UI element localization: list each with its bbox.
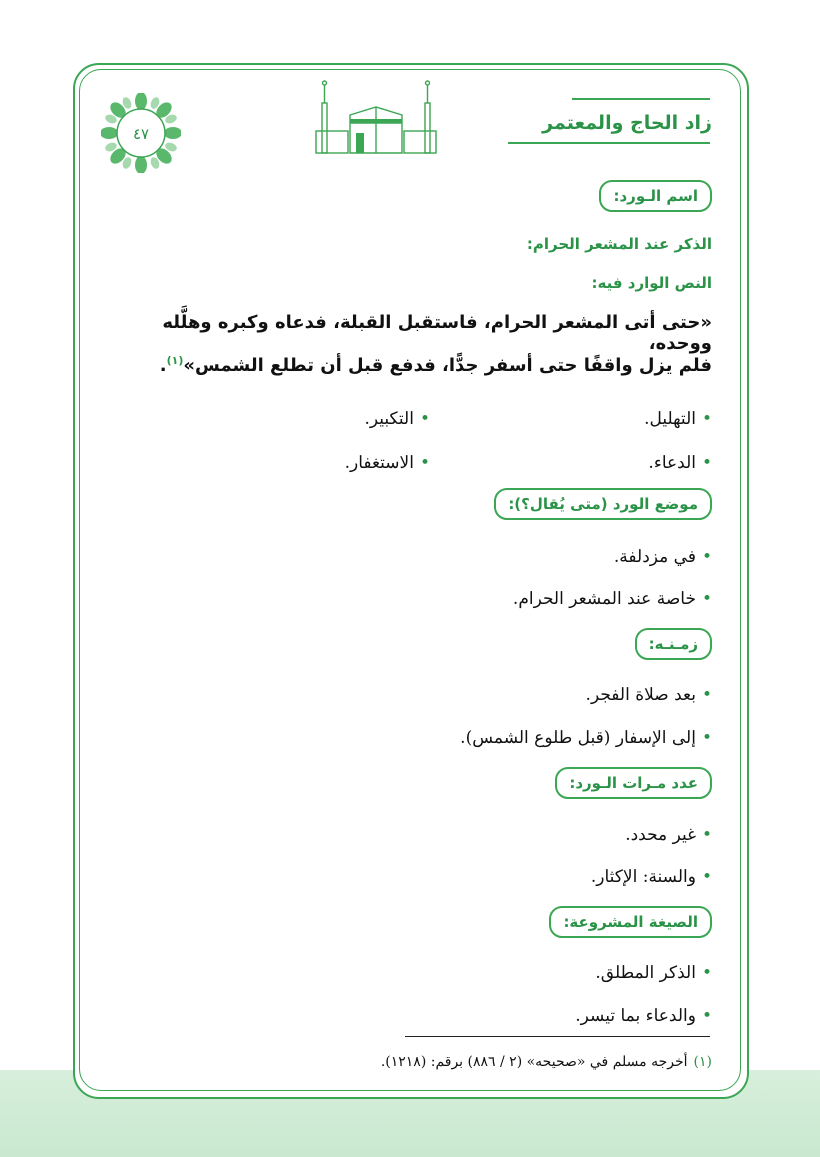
time-item: •إلى الإسفار (قبل طلوع الشمس).	[460, 728, 712, 748]
bullet-dot: •	[419, 409, 430, 429]
bullet-dot: •	[701, 867, 712, 887]
formula-item: •والدعاء بما تيسر.	[575, 1006, 712, 1026]
form-item: •الدعاء.	[648, 453, 712, 473]
bullet-dot: •	[701, 409, 712, 429]
count-item: •والسنة: الإكثار.	[590, 867, 712, 887]
count-item: •غير محدد.	[625, 825, 712, 845]
bullet-dot: •	[701, 547, 712, 567]
footnote-number: (١)	[693, 1054, 712, 1070]
label-wird-formula: الصيغة المشروعة:	[549, 906, 712, 938]
label-wird-time: زمـنـه:	[635, 628, 712, 660]
header-bottom-rule	[508, 142, 710, 144]
bullet-dot: •	[419, 453, 430, 473]
bullet-dot: •	[701, 685, 712, 705]
label-wird-name: اسم الـورد:	[599, 180, 712, 212]
form-item: •التهليل.	[644, 409, 712, 429]
quote-footnote-ref: (١)	[166, 354, 184, 367]
bullet-dot: •	[701, 1006, 712, 1026]
label-wird-place: موضع الورد (متى يُقال؟):	[494, 488, 712, 520]
place-item: •في مزدلفة.	[613, 547, 712, 567]
footnote-text: أخرجه مسلم في «صحيحه» (٢ / ٨٨٦) برقم: (١٢١٨).	[380, 1054, 688, 1070]
wird-name-value: الذكر عند المشعر الحرام:	[526, 235, 712, 253]
bullet-dot: •	[701, 825, 712, 845]
bullet-dot: •	[701, 963, 712, 983]
kaaba-icon	[312, 75, 440, 157]
page-number: ٤٧	[132, 125, 150, 143]
bullet-dot: •	[701, 453, 712, 473]
footnote	[381, 1054, 712, 1070]
formula-item: •الذكر المطلق.	[595, 963, 712, 983]
time-item: •بعد صلاة الفجر.	[585, 685, 712, 705]
bullet-dot: •	[701, 589, 712, 609]
quote-line-1: «حتى أتى المشعر الحرام، فاستقبل القبلة، فدعاه وكبره وهلَّله ووحده،	[162, 312, 712, 354]
header-top-rule	[572, 98, 710, 100]
footnote-rule	[405, 1036, 710, 1037]
text-label: النص الوارد فيه:	[591, 274, 712, 292]
quote-line-2-text: فلم يزل واقفًا حتى أسفر جدًّا، فدفع قبل أن تطلع الشمس»	[183, 355, 712, 376]
form-item: •التكبير.	[364, 409, 430, 429]
rosette-icon	[101, 93, 181, 173]
place-item: •خاصة عند المشعر الحرام.	[512, 589, 712, 609]
header-title: زاد الحاج والمعتمر	[542, 112, 712, 134]
quote-line-2: فلم يزل واقفًا حتى أسفر جدًّا، فدفع قبل أن تطلع الشمس»$^{(١)}$.	[159, 354, 712, 376]
bullet-dot: •	[701, 728, 712, 748]
form-item: •الاستغفار.	[344, 453, 430, 473]
label-wird-count: عدد مـرات الـورد:	[555, 767, 712, 799]
